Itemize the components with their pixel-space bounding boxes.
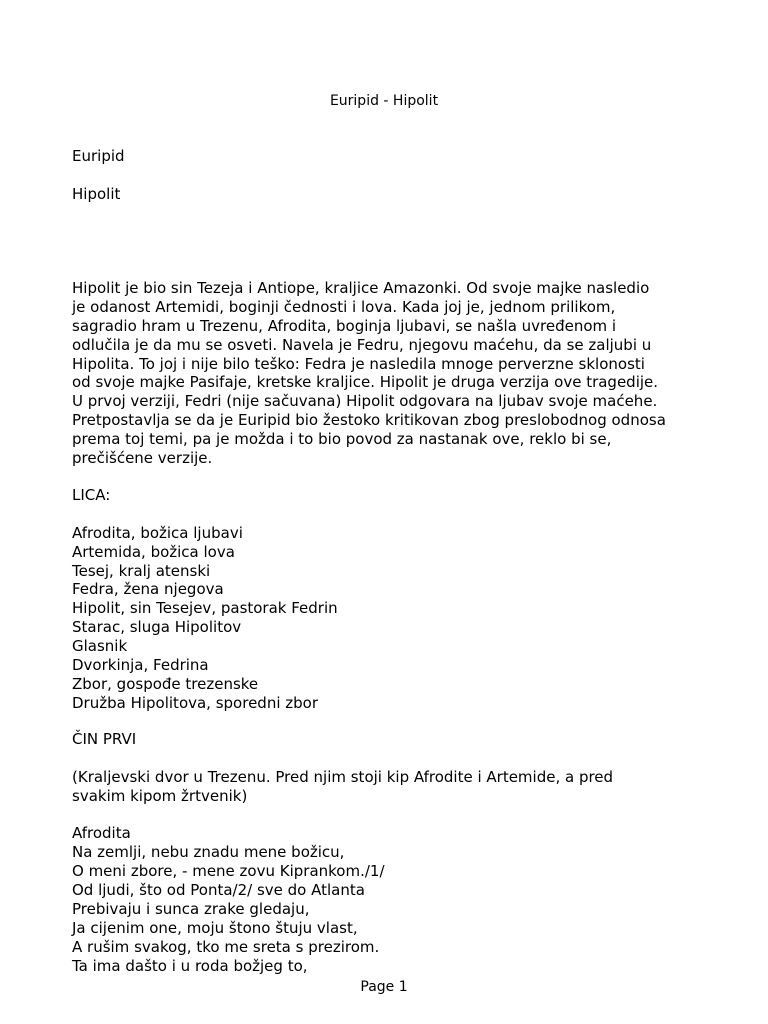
act-heading: ČIN PRVI	[72, 730, 137, 748]
cast-heading: LICA:	[72, 486, 111, 504]
cast-section	[72, 486, 732, 713]
cast-member: Afrodita, božica ljubavi	[72, 523, 243, 542]
intro-line: Hipolita. To joj i nije bilo teško: Fedra je nasledila mnoge perverzne sklonosti	[72, 354, 645, 373]
intro-line: odlučila je da mu se osveti. Navela je Fedru, njegovu maćehu, da se zaljubi u	[72, 335, 652, 354]
intro-line: sagradio hram u Trezenu, Afrodita, boginja ljubavi, se našla uvređenom i	[72, 316, 617, 335]
intro-line: Pretpostavlja se da je Euripid bio žestoko kritikovan zbog preslobodnog odnosa	[72, 411, 666, 430]
author-name: Euripid	[72, 147, 125, 165]
cast-member: Artemida, božica lova	[72, 542, 235, 561]
intro-paragraph	[72, 279, 732, 468]
intro-line: je odanost Artemidi, boginji čednosti i lova. Kada joj je, jednom prilikom,	[72, 297, 616, 316]
cast-member: Dvorkinja, Fedrina	[72, 656, 209, 675]
cast-member: Zbor, gospođe trezenske	[72, 674, 259, 693]
act-section	[72, 730, 732, 976]
verse-line: A rušim svakog, tko me sreta s prezirom.	[72, 937, 380, 956]
title-block	[72, 147, 732, 204]
intro-line: prečišćene verzije.	[72, 449, 213, 468]
cast-member: Glasnik	[72, 637, 128, 656]
cast-member: Hipolit, sin Tesejev, pastorak Fedrin	[72, 599, 338, 618]
cast-member: Družba Hipolitova, sporedni zbor	[72, 693, 319, 712]
intro-line: Hipolit je bio sin Tezeja i Antiope, kraljice Amazonki. Od svoje majke nasledio	[72, 279, 650, 297]
cast-member: Starac, sluga Hipolitov	[72, 618, 242, 637]
verse-line: O meni zbore, - mene zovu Kiprankom./1/	[72, 862, 385, 881]
verse-line: Na zemlji, nebu znadu mene božicu,	[72, 843, 345, 862]
cast-member: Tesej, kralj atenski	[72, 561, 211, 580]
verse-line: Od ljudi, što od Ponta/2/ sve do Atlanta	[72, 881, 365, 900]
cast-member: Fedra, žena njegova	[72, 580, 224, 599]
verse-line: Ja cijenim one, moju štono štuju vlast,	[72, 918, 358, 937]
intro-line: prema toj temi, pa je možda i to bio povod za nastanak ove, reklo bi se,	[72, 430, 612, 449]
verse-line: Prebivaju i sunca zrake gledaju,	[72, 900, 310, 919]
stage-direction-line: (Kraljevski dvor u Trezenu. Pred njim stoji kip Afrodite i Artemide, a pred	[72, 767, 614, 786]
page-header-title: Euripid - Hipolit	[329, 93, 439, 109]
verse-line: Ta ima dašto i u roda božjeg to,	[72, 956, 308, 975]
intro-line: U prvoj verziji, Fedri (nije sačuvana) Hipolit odgovara na ljubav svoje maćehe.	[72, 392, 658, 411]
page-number: Page 1	[360, 979, 408, 995]
speaker-name: Afrodita	[72, 824, 131, 843]
work-title: Hipolit	[72, 184, 121, 203]
stage-direction-line: svakim kipom žrtvenik)	[72, 786, 248, 805]
intro-line: od svoje majke Pasifaje, kretske kraljice. Hipolit je druga verzija ove tragedije.	[72, 373, 659, 392]
